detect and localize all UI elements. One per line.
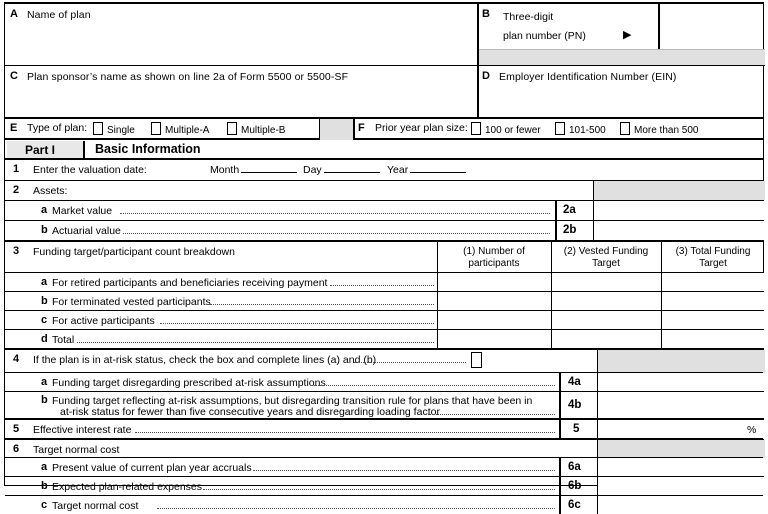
ef-shaded-spacer	[319, 119, 353, 140]
box-label-4a: 4a	[568, 376, 581, 388]
line-1-row	[5, 160, 763, 180]
line-3c-text: For active participants	[52, 315, 155, 327]
label-ein: Employer Identification Number (EIN)	[499, 71, 677, 83]
box-label-5: 5	[573, 423, 580, 435]
label-day: Day	[303, 164, 322, 176]
box-6a-left-rule	[559, 458, 561, 476]
checkbox-label: More than 500	[634, 125, 699, 136]
line-6c-row	[5, 495, 763, 514]
line-6b-text: Expected plan-related expenses	[52, 481, 203, 493]
sub-letter-4b: b	[41, 394, 48, 406]
month-input[interactable]	[241, 172, 297, 173]
box-label-6b: 6b	[568, 480, 582, 492]
sub-letter-3c: c	[41, 314, 48, 326]
box-2a-left-rule	[555, 201, 557, 220]
arrow-right-icon: ▶	[623, 29, 632, 41]
column-header-1-line1: (1) Number of	[463, 246, 525, 257]
input-3b-col1[interactable]	[438, 292, 550, 310]
checkbox-plan-size-101-500[interactable]	[555, 122, 606, 136]
plan-number-entry-divider	[658, 4, 660, 49]
line-2a-text: Market value	[52, 205, 113, 217]
header-vertical-divider	[477, 4, 479, 117]
leader-dots	[123, 233, 550, 234]
input-3d-col3[interactable]	[662, 330, 765, 348]
line-4b-row	[5, 391, 763, 418]
label-type-of-plan: Type of plan:	[27, 122, 88, 134]
checkbox-plan-type-multiple-b[interactable]	[227, 122, 285, 136]
checkbox-plan-size-more-than-500[interactable]	[620, 122, 699, 136]
checkbox-icon[interactable]	[620, 122, 630, 135]
section-letter-f: F	[358, 122, 365, 134]
field-ein[interactable]	[477, 65, 765, 117]
box-6c-left-rule	[559, 496, 561, 514]
checkbox-icon[interactable]	[151, 122, 161, 135]
line-number-4: 4	[13, 353, 20, 365]
header-block	[5, 4, 763, 117]
line-6-row	[5, 438, 763, 457]
sub-letter-6c: c	[41, 499, 48, 511]
line-4-row	[5, 348, 763, 372]
input-3b-col3[interactable]	[662, 292, 765, 310]
year-input[interactable]	[410, 172, 466, 173]
box-label-6a: 6a	[568, 461, 581, 473]
section-letter-d: D	[482, 70, 490, 82]
valuation-month-entry[interactable]	[210, 164, 299, 176]
line-3b-text: For terminated vested participants	[52, 296, 211, 308]
input-6a-value[interactable]	[598, 458, 765, 476]
sub-letter-3a: a	[41, 276, 48, 288]
line-2-divider	[593, 181, 594, 200]
line-number-1: 1	[13, 163, 20, 175]
leader-dots	[253, 470, 555, 471]
field-name-of-plan[interactable]	[5, 4, 477, 65]
line-3a-text: For retired participants and beneficiaries receiving payment	[52, 277, 328, 289]
line-6-divider	[597, 440, 598, 458]
field-type-of-plan	[5, 119, 319, 140]
input-6c-value[interactable]	[598, 496, 765, 514]
input-3d-col2[interactable]	[552, 330, 660, 348]
label-year: Year	[387, 164, 409, 176]
input-3a-col2[interactable]	[552, 273, 660, 291]
checkbox-plan-size-100-or-fewer[interactable]	[471, 122, 541, 136]
input-3a-col3[interactable]	[662, 273, 765, 291]
box-4a-left-rule	[559, 373, 561, 391]
sub-letter-4a: a	[41, 376, 48, 388]
sub-letter-3d: d	[41, 333, 48, 345]
part-i-banner	[5, 140, 763, 160]
box-4b-left-rule	[559, 392, 561, 418]
line-5-text: Effective interest rate	[33, 424, 132, 436]
leader-dots	[311, 385, 555, 386]
sub-letter-6b: b	[41, 480, 48, 492]
box-6b-left-rule	[559, 477, 561, 495]
input-3b-col2[interactable]	[552, 292, 660, 310]
ef-divider-left	[319, 119, 320, 140]
leader-dots	[120, 213, 550, 214]
leader-dots	[330, 285, 434, 286]
label-plan-number-line2: plan number (PN)	[503, 30, 586, 42]
sub-letter-3b: b	[41, 295, 48, 307]
label-month: Month	[210, 164, 240, 176]
input-2b-value[interactable]	[594, 221, 765, 240]
input-4a-value[interactable]	[598, 373, 765, 391]
line-4b-text-line1: Funding target reflecting at-risk assumptions, but disregarding transition rule for plans that have been in	[52, 395, 533, 407]
line-3d-row	[5, 329, 763, 348]
sub-letter-2b: b	[41, 224, 48, 236]
line-2a-row	[5, 200, 763, 220]
line-2b-row	[5, 220, 763, 240]
line-3-col-rule-3	[661, 242, 662, 273]
checkbox-label: 100 or fewer	[485, 125, 541, 136]
checkbox-label: Multiple-A	[165, 125, 210, 136]
line-1-text: Enter the valuation date:	[33, 164, 147, 176]
line-3c-row	[5, 310, 763, 329]
column-header-3-line2: Target	[699, 258, 727, 269]
input-4b-value[interactable]	[598, 392, 765, 418]
line-4a-text: Funding target disregarding prescribed at-risk assumptions	[52, 377, 326, 389]
checkbox-plan-type-single[interactable]	[93, 122, 135, 136]
checkbox-icon[interactable]	[227, 122, 237, 135]
leader-dots	[160, 323, 434, 324]
checkbox-label: Single	[107, 125, 135, 136]
valuation-day-entry[interactable]	[303, 164, 382, 176]
field-plan-number[interactable]	[477, 4, 765, 65]
line-2-row	[5, 180, 763, 200]
column-header-2-line2: Target	[592, 258, 620, 269]
box-label-2a: 2a	[563, 204, 576, 216]
leader-dots	[425, 414, 555, 415]
line-3-col-rule-2	[551, 242, 552, 273]
section-letter-a: A	[10, 8, 18, 20]
sub-letter-2a: a	[41, 204, 48, 216]
leader-dots	[203, 489, 555, 490]
checkbox-icon[interactable]	[555, 122, 565, 135]
box-5-left-rule	[559, 420, 561, 439]
box-label-6c: 6c	[568, 499, 581, 511]
line-number-3: 3	[13, 245, 20, 257]
ef-divider-right	[353, 119, 355, 140]
column-header-3	[661, 246, 765, 270]
leader-dots	[77, 342, 434, 343]
plan-type-and-size-row	[5, 117, 763, 140]
input-6b-value[interactable]	[598, 477, 765, 495]
part-title: Basic Information	[95, 142, 201, 156]
line-3-header-row	[5, 240, 763, 272]
part-number-box	[7, 141, 85, 158]
checkbox-plan-type-multiple-a[interactable]	[151, 122, 209, 136]
box-label-4b: 4b	[568, 399, 582, 411]
column-header-1-line2: participants	[468, 258, 520, 269]
plan-number-shaded-strip	[477, 49, 765, 65]
line-4-shaded-cell	[597, 350, 765, 373]
section-letter-b: B	[482, 8, 490, 20]
checkbox-icon[interactable]	[471, 352, 482, 368]
column-header-1	[437, 246, 551, 270]
line-3b-row	[5, 291, 763, 310]
box-2b-left-rule	[555, 221, 557, 240]
line-2-text: Assets:	[33, 185, 68, 197]
field-prior-year-plan-size	[353, 119, 765, 140]
field-plan-sponsor-name[interactable]	[5, 65, 477, 117]
line-6a-text: Present value of current plan year accruals	[52, 462, 252, 474]
line-4-divider	[597, 350, 598, 373]
leader-dots	[210, 304, 434, 305]
label-prior-year-plan-size: Prior year plan size:	[375, 122, 468, 134]
line-3d-text: Total	[52, 334, 75, 346]
line-3a-row	[5, 272, 763, 291]
label-plan-sponsor-name: Plan sponsor’s name as shown on line 2a of Form 5500 or 5500-SF	[27, 71, 349, 83]
line-6c-text: Target normal cost	[52, 500, 139, 512]
checkbox-icon[interactable]	[93, 122, 103, 135]
line-number-6: 6	[13, 443, 20, 455]
unit-percent: %	[747, 424, 757, 436]
line-2b-text: Actuarial value	[52, 225, 121, 237]
line-number-2: 2	[13, 184, 20, 196]
form-5500-schedule-sb	[4, 2, 764, 512]
input-2a-value[interactable]	[594, 201, 765, 220]
line-6b-row	[5, 476, 763, 495]
input-3c-col2[interactable]	[552, 311, 660, 329]
input-3c-col3[interactable]	[662, 311, 765, 329]
input-3c-col1[interactable]	[438, 311, 550, 329]
input-5-value[interactable]	[598, 420, 765, 439]
leader-dots	[157, 508, 555, 509]
line-4-text: If the plan is in at-risk status, check the box and complete lines (a) and (b)	[33, 354, 377, 366]
checkbox-label: 101-500	[569, 125, 606, 136]
section-letter-e: E	[10, 122, 18, 134]
line-3-text: Funding target/participant count breakdown	[33, 246, 235, 258]
valuation-year-entry[interactable]	[387, 164, 468, 176]
line-6a-row	[5, 457, 763, 476]
checkbox-label: Multiple-B	[241, 125, 286, 136]
line-5-row	[5, 418, 763, 438]
input-3d-col1[interactable]	[438, 330, 550, 348]
line-4b-text-line2: at-risk status for fewer than five consecutive years and disregarding loading factor	[60, 406, 440, 418]
day-input[interactable]	[324, 172, 380, 173]
column-header-2-line1: (2) Vested Funding	[563, 246, 649, 257]
line-6-text: Target normal cost	[33, 444, 120, 456]
line-4a-row	[5, 372, 763, 391]
column-header-3-line1: (3) Total Funding	[675, 246, 751, 257]
leader-dots	[135, 432, 555, 433]
label-plan-number-line1: Three-digit	[503, 11, 554, 23]
line-number-5: 5	[13, 423, 20, 435]
line-2-shaded-cell	[593, 181, 765, 200]
part-number-label: Part I	[25, 143, 56, 157]
checkbox-at-risk-status[interactable]	[471, 352, 486, 371]
input-3a-col1[interactable]	[438, 273, 550, 291]
column-header-2	[551, 246, 661, 270]
section-letter-c: C	[10, 70, 18, 82]
line-6-shaded-cell	[597, 440, 765, 458]
checkbox-icon[interactable]	[471, 122, 481, 135]
line-3-col-rule-1	[437, 242, 438, 273]
label-name-of-plan: Name of plan	[27, 9, 91, 21]
sub-letter-6a: a	[41, 461, 48, 473]
box-label-2b: 2b	[563, 224, 577, 236]
leader-dots	[354, 362, 466, 363]
